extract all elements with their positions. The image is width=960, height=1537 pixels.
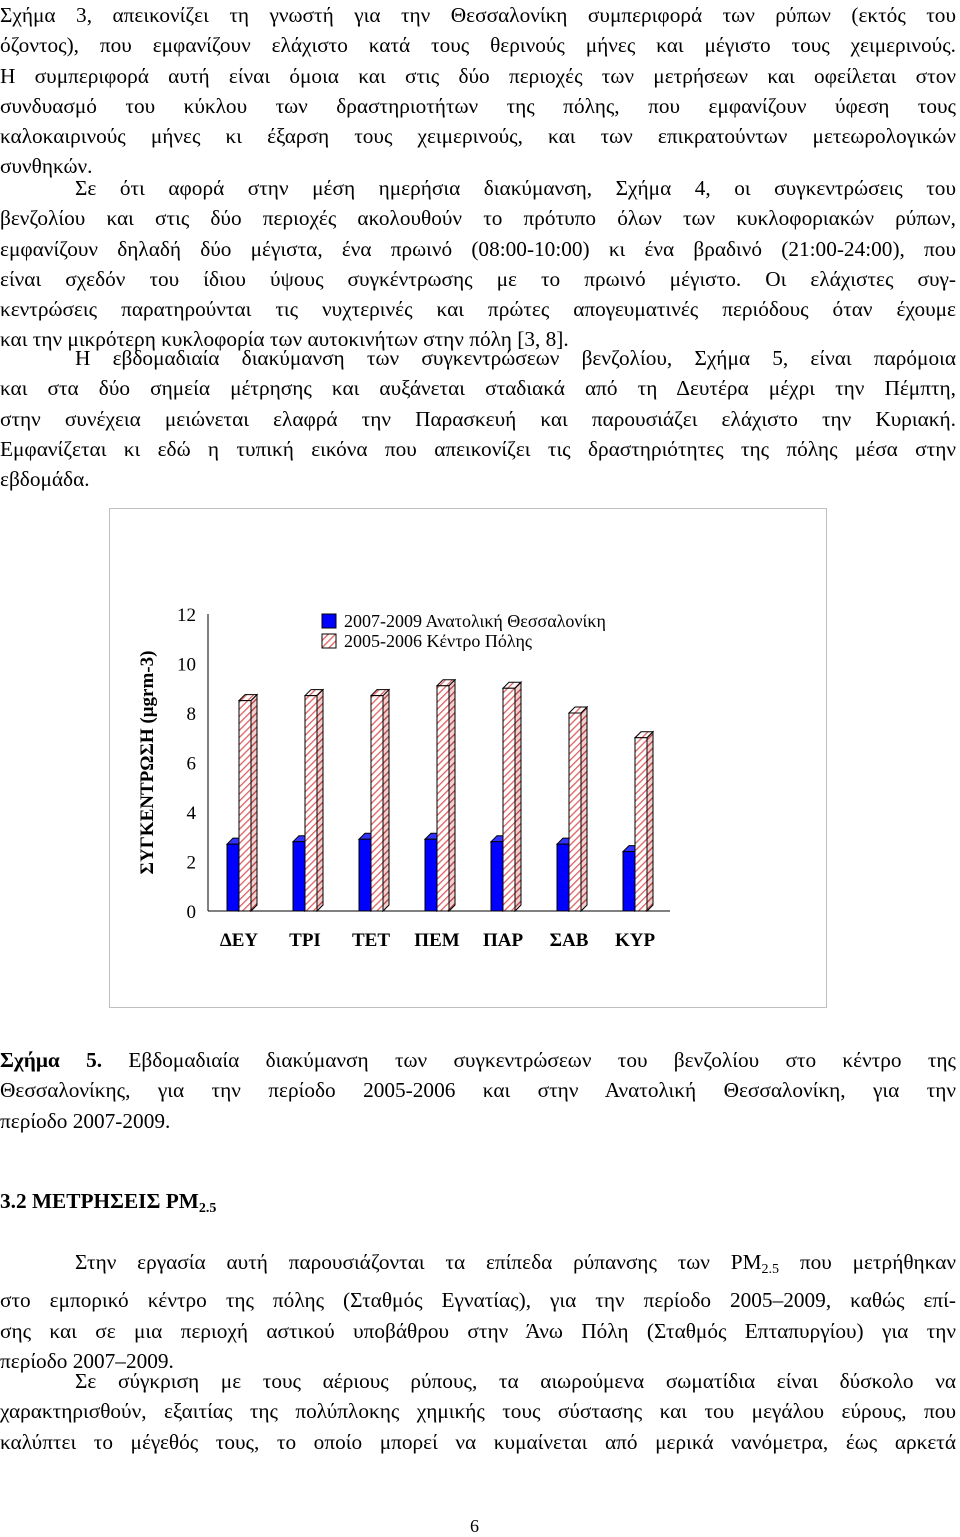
text-line: Η συμπεριφορά αυτή είναι όμοια και στις δύο περιοχές των μετρήσεων και οφείλεται στον [0,63,956,88]
text-line: καλύπτει το μέγεθός τους, το οποίο μπορεί να κυμαίνεται από μερικά νανόμετρα, έως αρκετά [0,1429,956,1454]
text-span: που μετρήθηκαν [779,1250,956,1274]
text-line: περίοδο 2007–2009. [0,1348,174,1373]
y-tick-label: 6 [186,753,196,775]
legend-swatch [322,634,336,648]
bar-east [227,844,239,911]
bar-east [425,839,437,911]
text-line: εμφανίζουν δηλαδή δύο μέγιστα, ένα πρωινό (08:00-10:00) κι ένα βραδινό (21:00-24:00), που [0,236,956,261]
figure-caption [0,1045,956,1136]
page-number: 6 [470,1516,479,1536]
bar-center [635,738,647,911]
bar-east [623,852,635,911]
bar-center [305,696,317,911]
y-tick-label: 2 [186,852,196,874]
text-line: Σε ότι αφορά στην μέση ημερήσια διακύμανση, Σχήμα 4, οι συγκεντρώσεις του [75,176,956,200]
bar-center-side [317,690,323,911]
section-title: 3.2 ΜΕΤΡΗΣΕΙΣ PM [0,1189,199,1213]
text-line: Εμφανίζεται κι εδώ η τυπική εικόνα που απεικονίζει τις δραστηριότητες της πόλης μέσα στην [0,436,956,461]
text-line: σης και σε μια περιοχή αστικού υποβάθρου στην Άνω Πόλη (Σταθμός Επταπυργίου) για την [0,1318,956,1343]
section-subscript: 2.5 [198,1201,217,1216]
x-tick-label: ΚΥΡ [614,930,656,951]
legend-entry: 2007-2009 Ανατολική Θεσσαλονίκη [344,611,606,631]
bar-center-side [251,695,257,911]
text-line: και την μικρότερη κυκλοφορία των αυτοκινήτων στην πόλη [3, 8]. [0,327,569,352]
y-tick-label: 0 [186,902,196,923]
text-line: Θεσσαλονίκης, για την περίοδο 2005-2006 και στην Ανατολική Θεσσαλονίκη, για την [0,1078,956,1103]
bar-center [437,686,449,911]
bar-center-side [581,707,587,911]
text-line: Σχήμα 3, απεικονίζει τη γνωστή για την Θεσσαλονίκη συμπεριφορά των ρύπων (εκτός του [0,3,956,27]
y-tick-label: 4 [186,803,196,824]
text-line: Σε σύγκριση με τους αέριους ρύπους, τα αιωρούμενα σωματίδια είναι δύσκολο να [75,1369,956,1393]
text-line: Η εβδομαδιαία διακύμανση των συγκεντρώσεων βενζολίου, Σχήμα 5, είναι παρόμοια [75,346,956,370]
paragraph-4 [0,1247,956,1376]
text-line: εβδομάδα. [0,467,90,492]
text-line: βενζολίου και στις δύο περιοχές ακολουθούν το πρότυπο όλων των κυκλοφοριακών ρύπων, [0,206,956,231]
text-line: είναι σχεδόν του ίδιου ύψους συγκέντρωσης με το πρωινό μέγιστο. Οι ελάχιστες συγ- [0,266,956,291]
x-tick-label: ΠΑΡ [482,930,524,951]
text-line: χαρακτηρισθούν, εξαιτίας της πολύπλοκης χημικής τους σύστασης και του μεγάλου εύρους, που [0,1399,956,1424]
paragraph-5 [0,1366,956,1457]
x-tick-label: ΤΕΤ [351,930,391,951]
y-tick-label: 8 [186,704,196,725]
section-heading [0,1189,216,1217]
bar-east [491,842,503,911]
y-tick-label: 10 [177,654,196,676]
bar-center-side [449,680,455,911]
y-axis-label: ΣΥΓΚΕΝΤΡΩΣΗ (μgrm-3) [137,650,158,875]
bar-center-side [647,732,653,911]
subscript: 2.5 [761,1262,780,1277]
y-tick-label: 12 [177,605,196,626]
caption-label: Σχήμα 5. [0,1048,103,1072]
bar-center-side [383,690,389,911]
x-tick-label: ΔΕΥ [219,930,259,951]
bar-center-side [515,682,521,911]
text-line: όζοντος), που εμφανίζουν ελάχιστο κατά τους θερινούς μήνες και μέγιστο τους χειμερινούς. [0,33,956,58]
text-line: στο εμπορικό κέντρο της πόλης (Σταθμός Εγνατίας), για την περίοδο 2005–2009, καθώς επί- [0,1288,956,1313]
bar-east [557,844,569,911]
text-line: συνδυασμό του κύκλου των δραστηριοτήτων της πόλης, που εμφανίζουν ύφεση τους [0,93,956,118]
caption-text: Εβδομαδιαία διακύμανση των συγκεντρώσεων του βενζολίου στο κέντρο της [128,1048,956,1072]
x-tick-label: ΣΑΒ [549,930,589,951]
bar-east [293,842,305,911]
legend-swatch [322,614,336,628]
text-line: στην συνέχεια μειώνεται ελαφρά την Παρασκευή και παρουσιάζει ελάχιστο την Κυριακή. [0,406,956,431]
text-span: Στην εργασία αυτή παρουσιάζονται τα επίπεδα ρύπανσης των PM [75,1250,762,1274]
bar-center [371,696,383,911]
text-line: καλοκαιρινούς μήνες κι έξαρση τους χειμερινούς, και των επικρατούντων μετεωρολογικών [0,124,956,149]
x-tick-label: ΤΡΙ [289,930,321,951]
bar-center [239,701,251,911]
text-line: και στα δύο σημεία μέτρησης και αυξάνεται σταδιακά από τη Δευτέρα μέχρι την Πέμπτη, [0,376,956,401]
legend-entry: 2005-2006 Κέντρο Πόλης [344,631,533,651]
bar-center [569,713,581,911]
bar-east [359,839,371,911]
text-line: συνθηκών. [0,154,93,179]
x-tick-label: ΠΕΜ [414,930,460,951]
bar-center [503,688,515,911]
text-line: κεντρώσεις παρατηρούνται τις νυχτερινές και πρώτες απογευματινές περιόδους όταν έχουμε [0,297,956,322]
text-line: περίοδο 2007-2009. [0,1108,171,1133]
